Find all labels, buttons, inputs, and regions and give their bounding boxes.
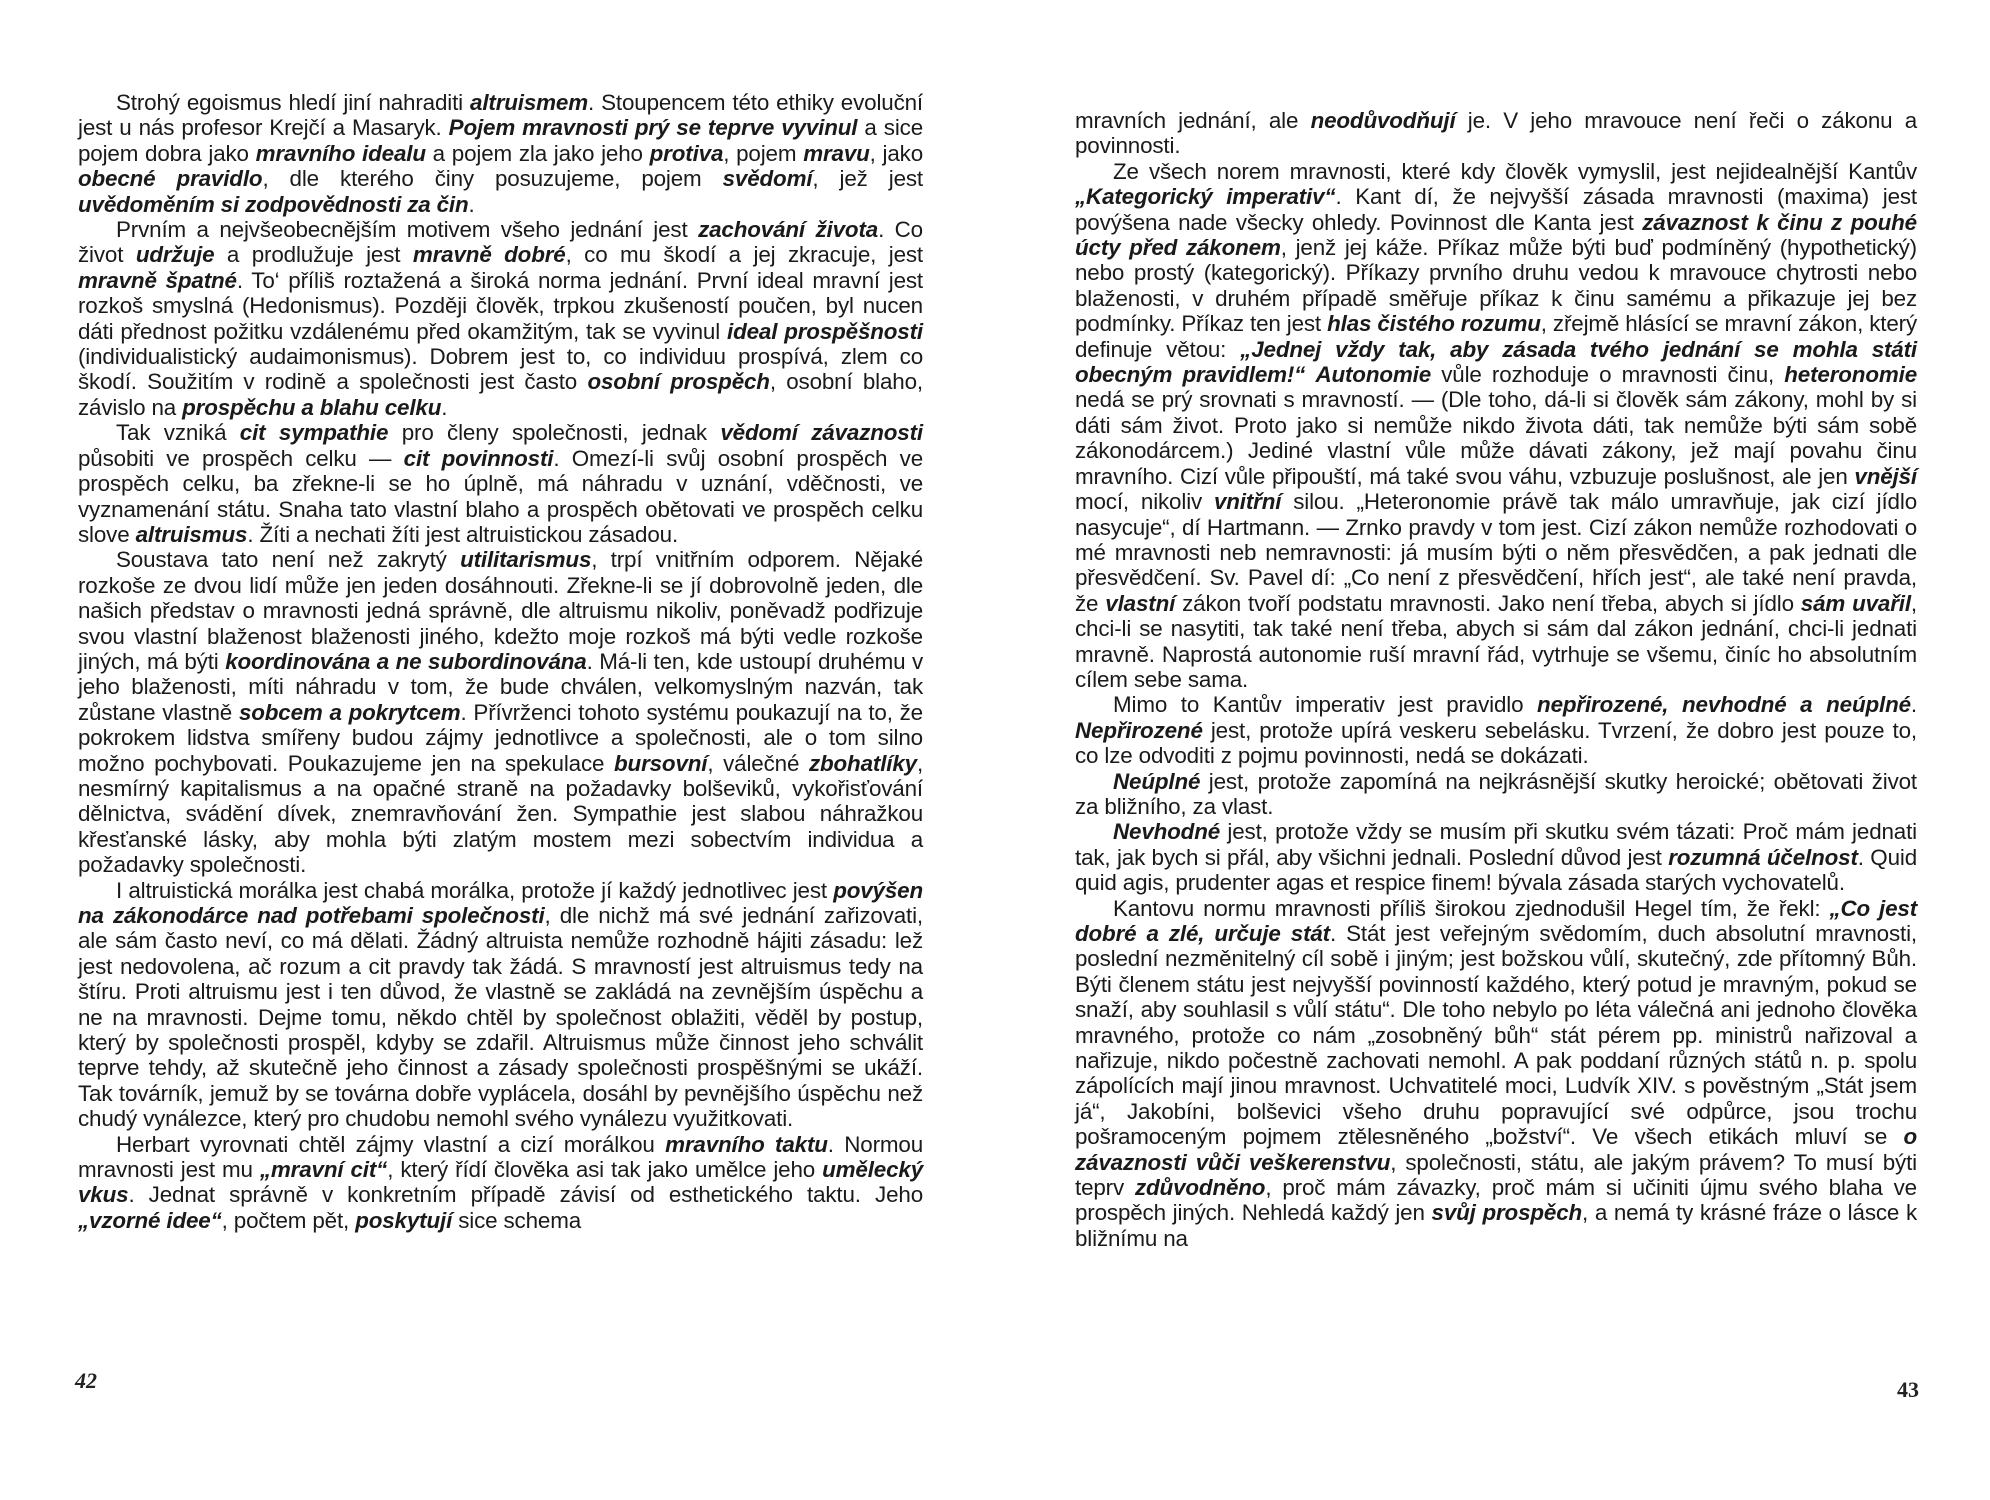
body-text: . Normou mravnosti jest mu <box>78 1131 923 1183</box>
emphasis-text: altruismus <box>135 521 248 547</box>
emphasis-text: vlastní <box>1105 590 1176 616</box>
paragraph <box>1075 819 1917 895</box>
body-text: , proč mám závazky, proč mám si učiniti újmu svého blaha ve prospěch jiných. Nehledá každý jen <box>1075 1175 1917 1226</box>
body-text: , nesmírný kapitalismus a na opačné straně na požadavky bolševiků, vykořisťování dělnictva, svádění dívek, znemravňování žen. Sympathie jest slabou náhražkou křesťanské lásky, aby mohla býti zlatým mostem mezi sobectvím individua a požadavky společnosti. <box>78 750 924 878</box>
emphasis-text: mravu <box>803 140 870 166</box>
emphasis-text: zdůvodněno <box>1134 1175 1266 1201</box>
body-text: Soustava tato není než zakrytý <box>116 547 461 573</box>
emphasis-text: udržuje <box>135 242 215 268</box>
body-text: působiti ve prospěch celku — <box>78 445 404 471</box>
emphasis-text: rozumná účelnost <box>1668 844 1858 870</box>
paragraph <box>78 217 923 420</box>
paragraph <box>1075 159 1917 693</box>
body-text: , dle kterého činy posuzujeme, pojem <box>262 166 723 192</box>
body-text: , který řídí člověka asi tak jako umělce jeho <box>387 1157 823 1183</box>
emphasis-text: svědomí <box>722 166 813 192</box>
body-text: mravních jednání, ale <box>1075 108 1311 133</box>
emphasis-text: vědomí závaznosti <box>720 420 923 446</box>
left-page-number: 42 <box>75 1368 97 1393</box>
emphasis-text: ideal prospěšnosti <box>727 318 923 344</box>
emphasis-text: heteronomie <box>1784 362 1917 388</box>
body-text: . Má-li ten, kde ustoupí druhému v jeho blaženosti, míti náhradu v tom, že bude chválen, velkomyslným nazván, tak zůstane vlastně <box>78 648 923 725</box>
right-page <box>995 0 1990 1500</box>
body-text: . <box>468 191 475 217</box>
emphasis-text: obecné pravidlo <box>78 166 263 192</box>
body-text: (individualistický audaimonismus). Dobrem jest to, co individuu prospívá, zlem co škodí. Soužitím v rodině a společnosti jest často <box>78 344 923 395</box>
body-text: jest, protože vždy se musím při skutku svém tázati: Proč mám jednati tak, jak bych si přál, aby všichni jednali. Poslední důvod jest <box>1075 819 1917 870</box>
body-text: I altruistická morálka jest chabá morálka, protože jí každý jednotlivec jest <box>116 877 834 903</box>
emphasis-text: uvědoměním si zodpovědnosti za čin <box>78 191 469 217</box>
body-text: Tak vzniká <box>116 420 240 446</box>
emphasis-text: mravního taktu <box>665 1131 828 1157</box>
body-text: pro členy společnosti, jednak <box>388 420 721 446</box>
left-page-text <box>78 90 923 1233</box>
body-text: . Quid quid agis, prudenter agas et respice finem! bývala zásada starých vychovatelů. <box>1075 844 1917 896</box>
body-text: zákon tvoří podstatu mravnosti. Jako není třeba, abych si jídlo <box>1175 590 1801 616</box>
body-text: sice schema <box>452 1207 582 1233</box>
body-text: , co mu škodí a jej zkracuje, jest <box>565 242 923 268</box>
emphasis-text: prospěchu a blahu celku <box>182 394 442 420</box>
emphasis-text: povýšen na zákonodárce nad potřebami společnosti <box>78 877 923 928</box>
emphasis-text: Autonomie <box>1315 362 1432 388</box>
emphasis-text: Nevhodné <box>1113 819 1221 845</box>
emphasis-text: „mravní cit“ <box>259 1157 388 1183</box>
body-text: , pojem <box>723 140 804 166</box>
paragraph <box>78 878 923 1132</box>
emphasis-text: utilitarismus <box>460 547 592 573</box>
body-text: , chci-li se nasytiti, tak také není třeba, abych si sám dal zákon jednání, chci-li jednati mravně. Naprostá autonomie ruší mravní řád, vytrhuje se všemu, činíc ho absolutním cílem sebe sama. <box>1075 590 1917 692</box>
body-text: , dle nichž má své jednání zařizovati, ale sám často neví, co má dělati. Žádný altruista nemůže rozhodně hájiti zásadu: lež jest nedovolena, ač rozum a cit pravdy tak žádá. S mravností jest altruismus tedy na štíru. Proti altruismu jest i ten důvod, že vlastně se zakládá na zevnějším úspěchu a ne na mravnosti. Dejme tomu, někdo chtěl by společnost oblažiti, věděl by postup, který by společnosti prospěl, kdyby se zdařil. Altruismus může činnost jeho schválit teprve tehdy, až skutečně jeho činnost a zásady společnosti prospěšnými se ukáží. Tak továrník, jemuž by se továrna dobře vyplácela, dosáhl by pevnějšího úspěchu než chudý vynálezce, který pro chudobu nemohl svého vynálezu využitkovati. <box>78 903 923 1132</box>
right-page-text <box>1075 108 1917 1251</box>
paragraph <box>1075 769 1917 820</box>
body-text: , a nemá ty krásné fráze o lásce k bližnímu na <box>1075 1200 1917 1251</box>
emphasis-text: sobcem a pokrytcem <box>238 699 461 725</box>
body-text: je. V jeho mravouce není řeči o zákonu a povinnosti. <box>1075 108 1918 159</box>
emphasis-text: mravního idealu <box>255 140 426 166</box>
body-text: , válečné <box>707 750 809 776</box>
emphasis-text: protiva <box>649 140 724 166</box>
emphasis-text: cit sympathie <box>239 420 389 446</box>
body-text: . Stoupencem této ethiky evoluční jest u nás profesor Krejčí a Masaryk. <box>78 90 923 141</box>
emphasis-text: svůj prospěch <box>1431 1200 1583 1226</box>
body-text: Herbart vyrovnati chtěl zájmy vlastní a cizí morálkou <box>116 1131 666 1157</box>
emphasis-text: nepřirozené, nevhodné a neúplné <box>1537 692 1911 718</box>
body-text: nedá se prý srovnati s mravností. — (Dle toho, dá-li si člověk sám zákony, mohl by si dáti sám život. Proto jako si nemůže nikdo života dáti, tak nemůže býti sám sobě zákonodárcem.) Jediné vlastní vůle může dávati zákony, jež mají povahu činu mravního. Cizí vůle připouští, má také svou váhu, vzbuzuje poslušnost, ale jen <box>1075 387 1917 489</box>
paragraph <box>78 547 923 877</box>
emphasis-text: poskytují <box>355 1207 453 1233</box>
emphasis-text: Neúplné <box>1113 768 1201 794</box>
emphasis-text: mravně špatné <box>78 267 237 293</box>
body-text: Strohý egoismus hledí jiní nahraditi <box>116 90 471 115</box>
body-text: . <box>441 394 448 420</box>
body-text: , jež jest <box>812 166 923 192</box>
body-text <box>1305 362 1315 387</box>
body-text: , zřejmě hlásící se mravní zákon, který definuje větou: <box>1075 311 1917 362</box>
emphasis-text: Pojem mravnosti prý se teprve vyvinul <box>448 115 858 141</box>
paragraph <box>1075 692 1917 768</box>
emphasis-text: neodůvodňují <box>1310 108 1456 133</box>
body-text: jest, protože upírá veskeru sebelásku. Tvrzení, že dobro jest pouze to, co lze odvoditi z pojmu povinnosti, nedá se dokázati. <box>1075 717 1917 769</box>
body-text: a pojem zla jako jeho <box>425 140 650 166</box>
body-text: . Přívrženci tohoto systému poukazují na to, že pokrokem lidstva smířeny budou zájmy jednotlivce a společnosti, ale o tom silno možno pochybovati. Poukazujeme jen na spekulace <box>78 699 923 776</box>
body-text: , počtem pět, <box>221 1207 356 1233</box>
emphasis-text: osobní prospěch <box>587 369 770 395</box>
paragraph <box>78 90 923 217</box>
emphasis-text: koordinována a ne subordinována <box>225 648 587 674</box>
body-text: mocí, nikoliv <box>1075 489 1214 515</box>
body-text: . Žíti a nechati žíti jest altruistickou zásadou. <box>247 521 679 547</box>
emphasis-text: „Jednej vždy tak, aby zásada tvého jednání se mohla státi obecným pravidlem!“ <box>1075 336 1917 388</box>
emphasis-text: mravně dobré <box>412 242 566 268</box>
emphasis-text: „Kategorický imperativ“ <box>1075 184 1336 210</box>
body-text: . Kant dí, že nejvyšší zásada mravnosti (maxima) jest povýšena nade všecky ohledy. Povinnost dle Kanta jest <box>1075 184 1917 235</box>
emphasis-text: vnější <box>1854 463 1917 489</box>
body-text: . Omezí-li svůj osobní prospěch ve prospěch celku, ba zřekne-li se ho úplně, má náhradu v uznání, vděčnosti, ve vyznamenání státu. Snaha tato vlastní blaho a prospěch obětovati ve prospěch celku slove <box>78 445 923 547</box>
emphasis-text: „vzorné idee“ <box>78 1207 222 1233</box>
emphasis-text: zachování života <box>698 217 879 243</box>
body-text: jest, protože zapomíná na nejkrásnější skutky heroické; obětovati život za bližního, za vlast. <box>1075 768 1917 819</box>
emphasis-text: o závaznosti vůči veškerenstvu <box>1075 1124 1917 1175</box>
body-text: Prvním a nejvšeobecnějším motivem všeho jednání jest <box>116 217 699 243</box>
body-text: , společnosti, státu, ale jakým právem? To musí býti teprv <box>1075 1149 1917 1201</box>
body-text: , osobní blaho, závislo na <box>78 369 923 420</box>
body-text: . Jednat správně v konkretním případě závisí od esthetického taktu. Jeho <box>128 1182 923 1208</box>
right-page-number: 43 <box>1897 1377 1919 1402</box>
emphasis-text: umělecký vkus <box>78 1157 923 1208</box>
body-text: a sice pojem dobra jako <box>78 115 923 166</box>
paragraph <box>1075 108 1917 159</box>
body-text: . Co život <box>78 217 923 268</box>
body-text: , jako <box>869 140 924 166</box>
emphasis-text: „Co jest dobré a zlé, určuje stát <box>1075 895 1917 946</box>
emphasis-text: závaznost k činu z pouhé úcty před zákonem <box>1075 209 1917 261</box>
paragraph <box>1075 896 1917 1252</box>
body-text: silou. „Heteronomie právě tak málo umravňuje, jak cizí jídlo nasycuje“, dí Hartmann. — Zrnko pravdy v tom jest. Cizí zákon nemůže rozhodovati o mé mravnosti neb nemravnosti: já musím býti o něm přesvědčen, a pak jednati dle přesvědčení. Sv. Pavel dí: „Co není z přesvědčení, hřích jest“, ale také není pravda, že <box>1075 489 1917 616</box>
emphasis-text: hlas čistého rozumu <box>1327 311 1541 337</box>
emphasis-text: sám uvařil <box>1800 590 1911 616</box>
emphasis-text: Nepřirozené <box>1075 717 1203 743</box>
emphasis-text: zbohatlíky <box>808 750 917 776</box>
emphasis-text: altruismem <box>470 90 588 115</box>
body-text: , trpí vnitřním odporem. Nějaké rozkoše ze dvou lidí může jen jeden dosáhnouti. Zřekne-li se jí dobrovolně jeden, dle našich představ o mravnosti jedná správně, dle altruismu nikoliv, poněvadž podřizuje svou vlastní blaženost blaženosti jiného, kdežto moje rozkoš má býti vedle rozkoše jiných, má býti <box>78 547 924 674</box>
body-text: Kantovu normu mravnosti příliš širokou zjednodušil Hegel tím, že řekl: <box>1113 895 1830 921</box>
emphasis-text: cit povinnosti <box>403 445 554 471</box>
paragraph <box>78 420 923 547</box>
body-text: Ze všech norem mravnosti, které kdy člověk vymyslil, jest nejidealnější Kantův <box>1113 158 1917 184</box>
body-text: . To‘ příliš roztažená a široká norma jednání. První ideal mravní jest rozkoš smyslná (Hedonismus). Později člověk, trpkou zkušeností poučen, byl nucen dáti přednost požitku vzdálenému před okamžitým, tak se vyvinul <box>78 267 923 344</box>
emphasis-text: vnitřní <box>1213 489 1282 515</box>
emphasis-text: bursovní <box>614 750 708 776</box>
body-text: . <box>1910 692 1917 718</box>
body-text: vůle rozhoduje o mravnosti činu, <box>1431 362 1785 388</box>
body-text: Mimo to Kantův imperativ jest pravidlo <box>1113 692 1538 718</box>
body-text: a prodlužuje jest <box>214 242 413 268</box>
body-text: . Stát jest veřejným svědomím, duch absolutní mravnosti, poslední nezměnitelný cíl sobě i jiným; jest božskou vůlí, skutečný, zde přítomný Bůh. Býti členem státu jest nejvyšší povinností každého, který potud je mravným, pokud se snaží, aby souhlasil s vůlí státu“. Dle toho nebylo po léta válečná ani jednoho člověka mravného, protože co nám „zosobněný bůh“ stát pérem pp. ministrů nařizoval a nařizuje, nikdo počestně zachovati nemohl. A pak poddaní různých států n. p. spolu zápolících mají jinou mravnost. Uchvatitelé moci, Ludvík XIV. s pověstným „Stát jsem já“, Jakobíni, bolševici všeho druhu popravující své odpůrce, jsou trochu pošramoceným pojmem ztělesněného „božství“. Ve všech etikách mluví se <box>1075 921 1917 1150</box>
paragraph <box>78 1132 923 1234</box>
body-text: , jenž jej káže. Příkaz může býti buď podmíněný (hypothetický) nebo prostý (kategorický). Příkazy prvního druhu vedou k mravouce chytrosti nebo blaženosti, v druhém případě směřuje příkaz k činu samému a přikazuje jej bez podmínky. Příkaz ten jest <box>1075 235 1917 337</box>
